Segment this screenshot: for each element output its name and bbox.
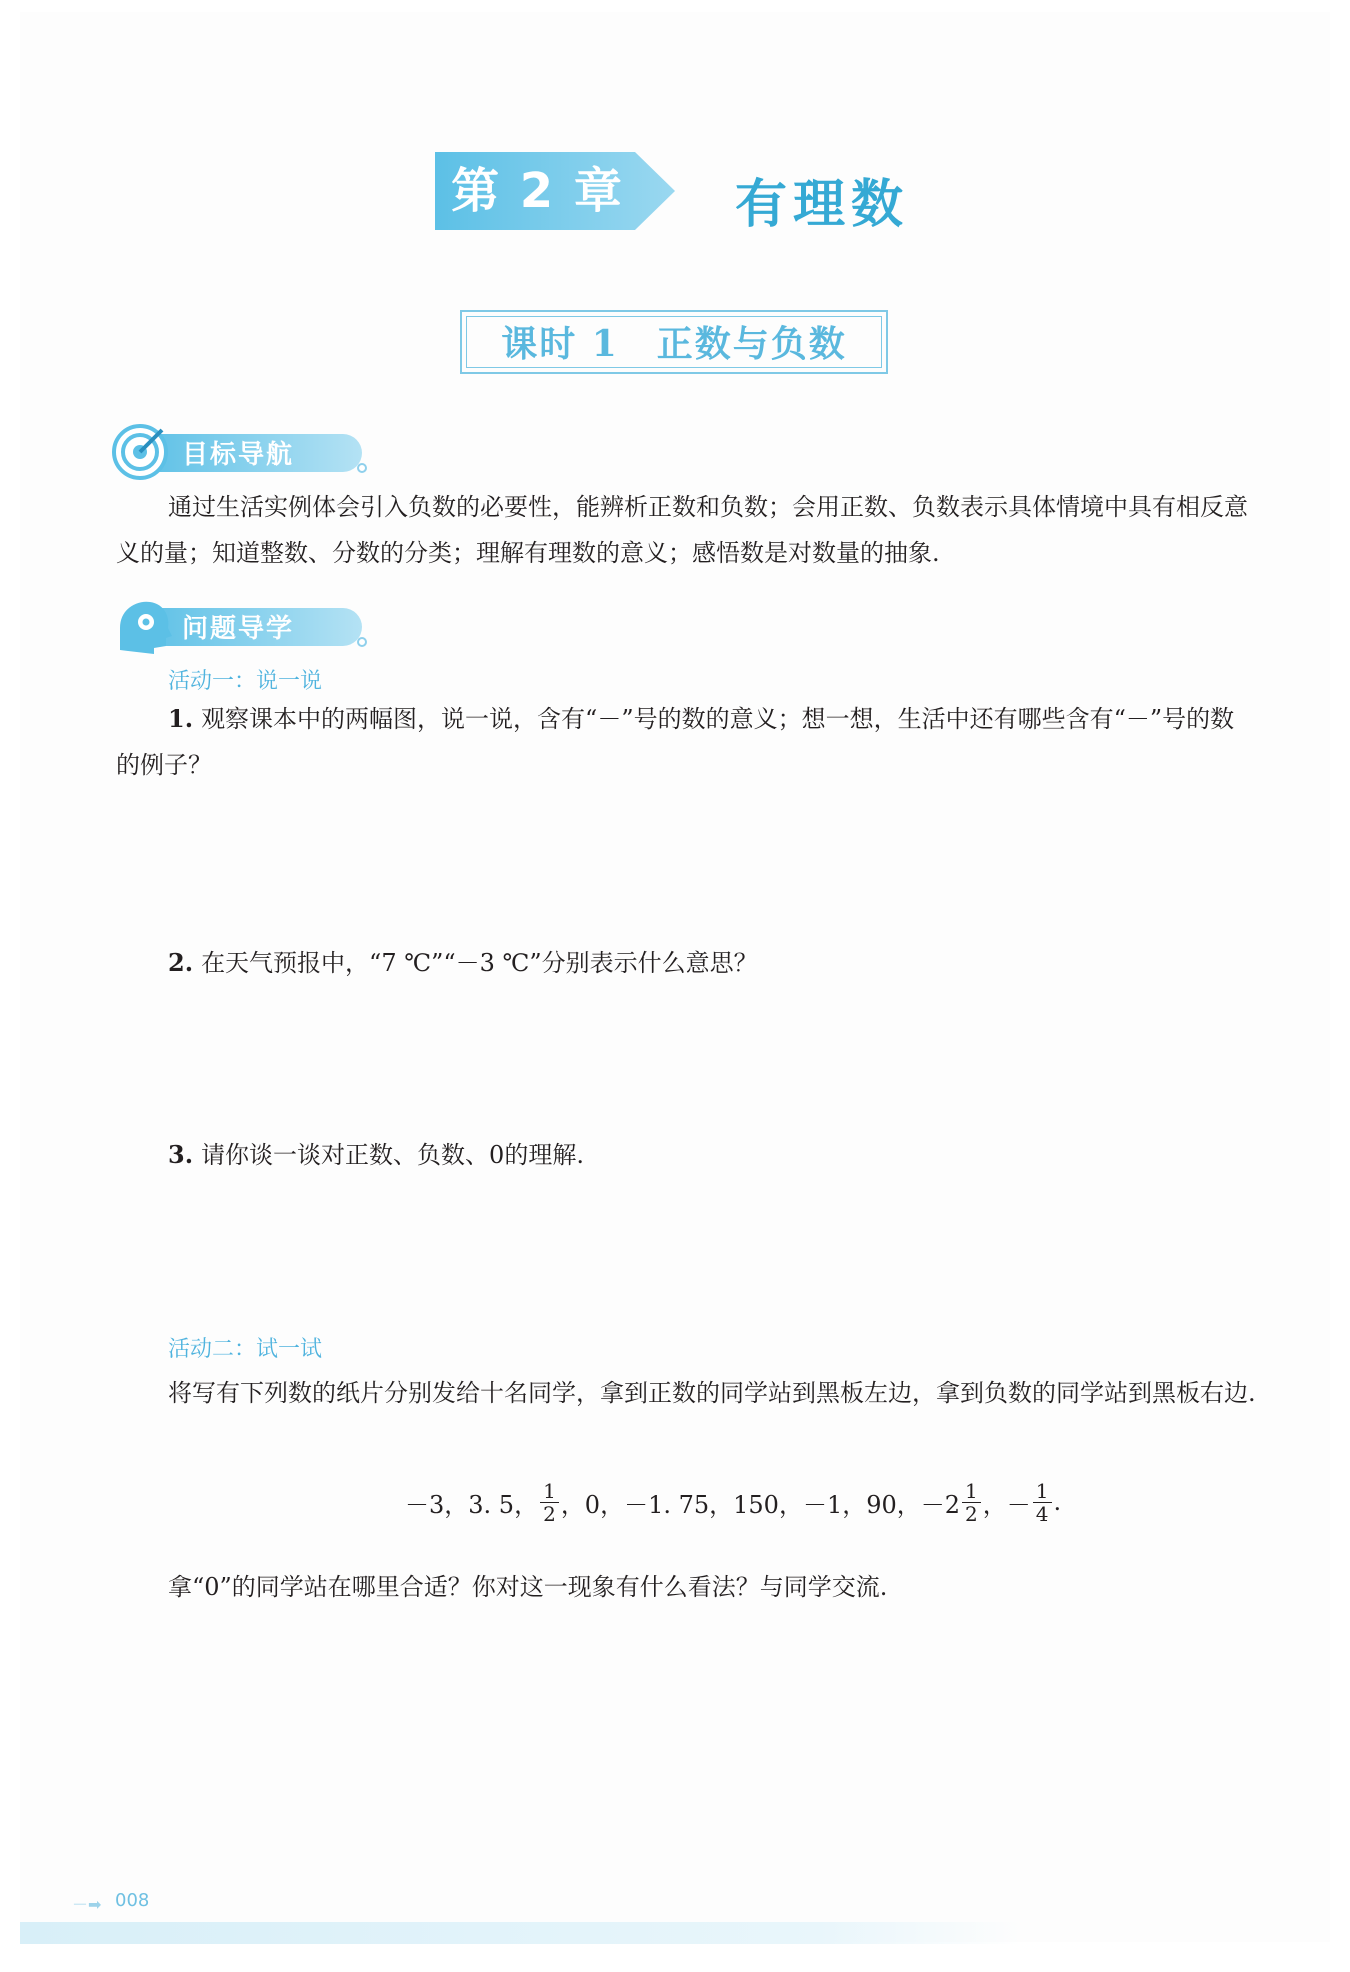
question-3-number: 3. <box>168 1140 194 1169</box>
activity2-title: 活动二：试一试 <box>168 1337 323 1362</box>
footer-bar <box>20 1922 1020 1944</box>
question-2 <box>168 940 758 986</box>
fraction-denominator: 4 <box>1035 1501 1049 1526</box>
textbook-page <box>20 12 1330 1942</box>
activity2-intro: 将写有下列数的纸片分别发给十名同学，拿到正数的同学站到黑板左边，拿到负数的同学站到黑板右边. <box>168 1379 1256 1407</box>
chapter-banner <box>435 152 675 230</box>
activity1-title: 活动一：说一说 <box>168 669 323 694</box>
goals-label: 目标导航 <box>182 440 295 470</box>
question-1-text: 观察课本中的两幅图，说一说，含有“－”号的数的意义；想一想，生活中还有哪些含有“－”号的数的例子？ <box>116 705 1235 779</box>
number-list <box>405 1472 1061 1532</box>
number-list-part3: ，－ <box>982 1490 1031 1519</box>
lesson-title-box <box>460 310 888 374</box>
fraction-denominator: 2 <box>965 1501 978 1526</box>
goals-header <box>110 424 370 480</box>
chapter-label: 第 2 章 <box>451 163 624 219</box>
question-1 <box>116 696 1256 788</box>
number-list-end: . <box>1053 1488 1062 1516</box>
fraction-numerator: 1 <box>540 1480 559 1503</box>
number-list-part2: ，0，－1. 75，150，－1，90，－2 <box>560 1490 961 1519</box>
question-3 <box>168 1132 584 1178</box>
guide-header <box>110 598 370 654</box>
question-3-text: 请你谈一谈对正数、负数、0的理解. <box>201 1141 584 1169</box>
chapter-title: 有理数 <box>735 175 910 235</box>
fraction-denominator: 2 <box>543 1501 556 1526</box>
fraction-two-and-half <box>962 1480 981 1525</box>
lesson-title: 课时 1 正数与负数 <box>466 316 882 368</box>
fraction-numerator: 1 <box>962 1480 981 1503</box>
activity2-question: 拿“0”的同学站在哪里合适？你对这一现象有什么看法？与同学交流. <box>168 1573 888 1601</box>
number-list-part1: －3，3. 5， <box>405 1490 539 1519</box>
arrow-icon: －➡ <box>72 1895 102 1914</box>
question-2-text: 在天气预报中，“7 ℃”“－3 ℃”分别表示什么意思？ <box>201 949 758 977</box>
fraction-one-half <box>540 1480 559 1525</box>
page-number: 008 <box>115 1890 150 1911</box>
question-2-number: 2. <box>168 948 194 977</box>
fraction-numerator: 1 <box>1033 1480 1052 1503</box>
fraction-one-quarter <box>1033 1480 1052 1525</box>
question-1-number: 1. <box>168 704 194 733</box>
goals-text: 通过生活实例体会引入负数的必要性，能辨析正数和负数；会用正数、负数表示具体情境中具有相反意义的量；知道整数、分数的分类；理解有理数的意义；感悟数是对数量的抽象. <box>116 493 1248 567</box>
guide-label: 问题导学 <box>182 614 295 644</box>
